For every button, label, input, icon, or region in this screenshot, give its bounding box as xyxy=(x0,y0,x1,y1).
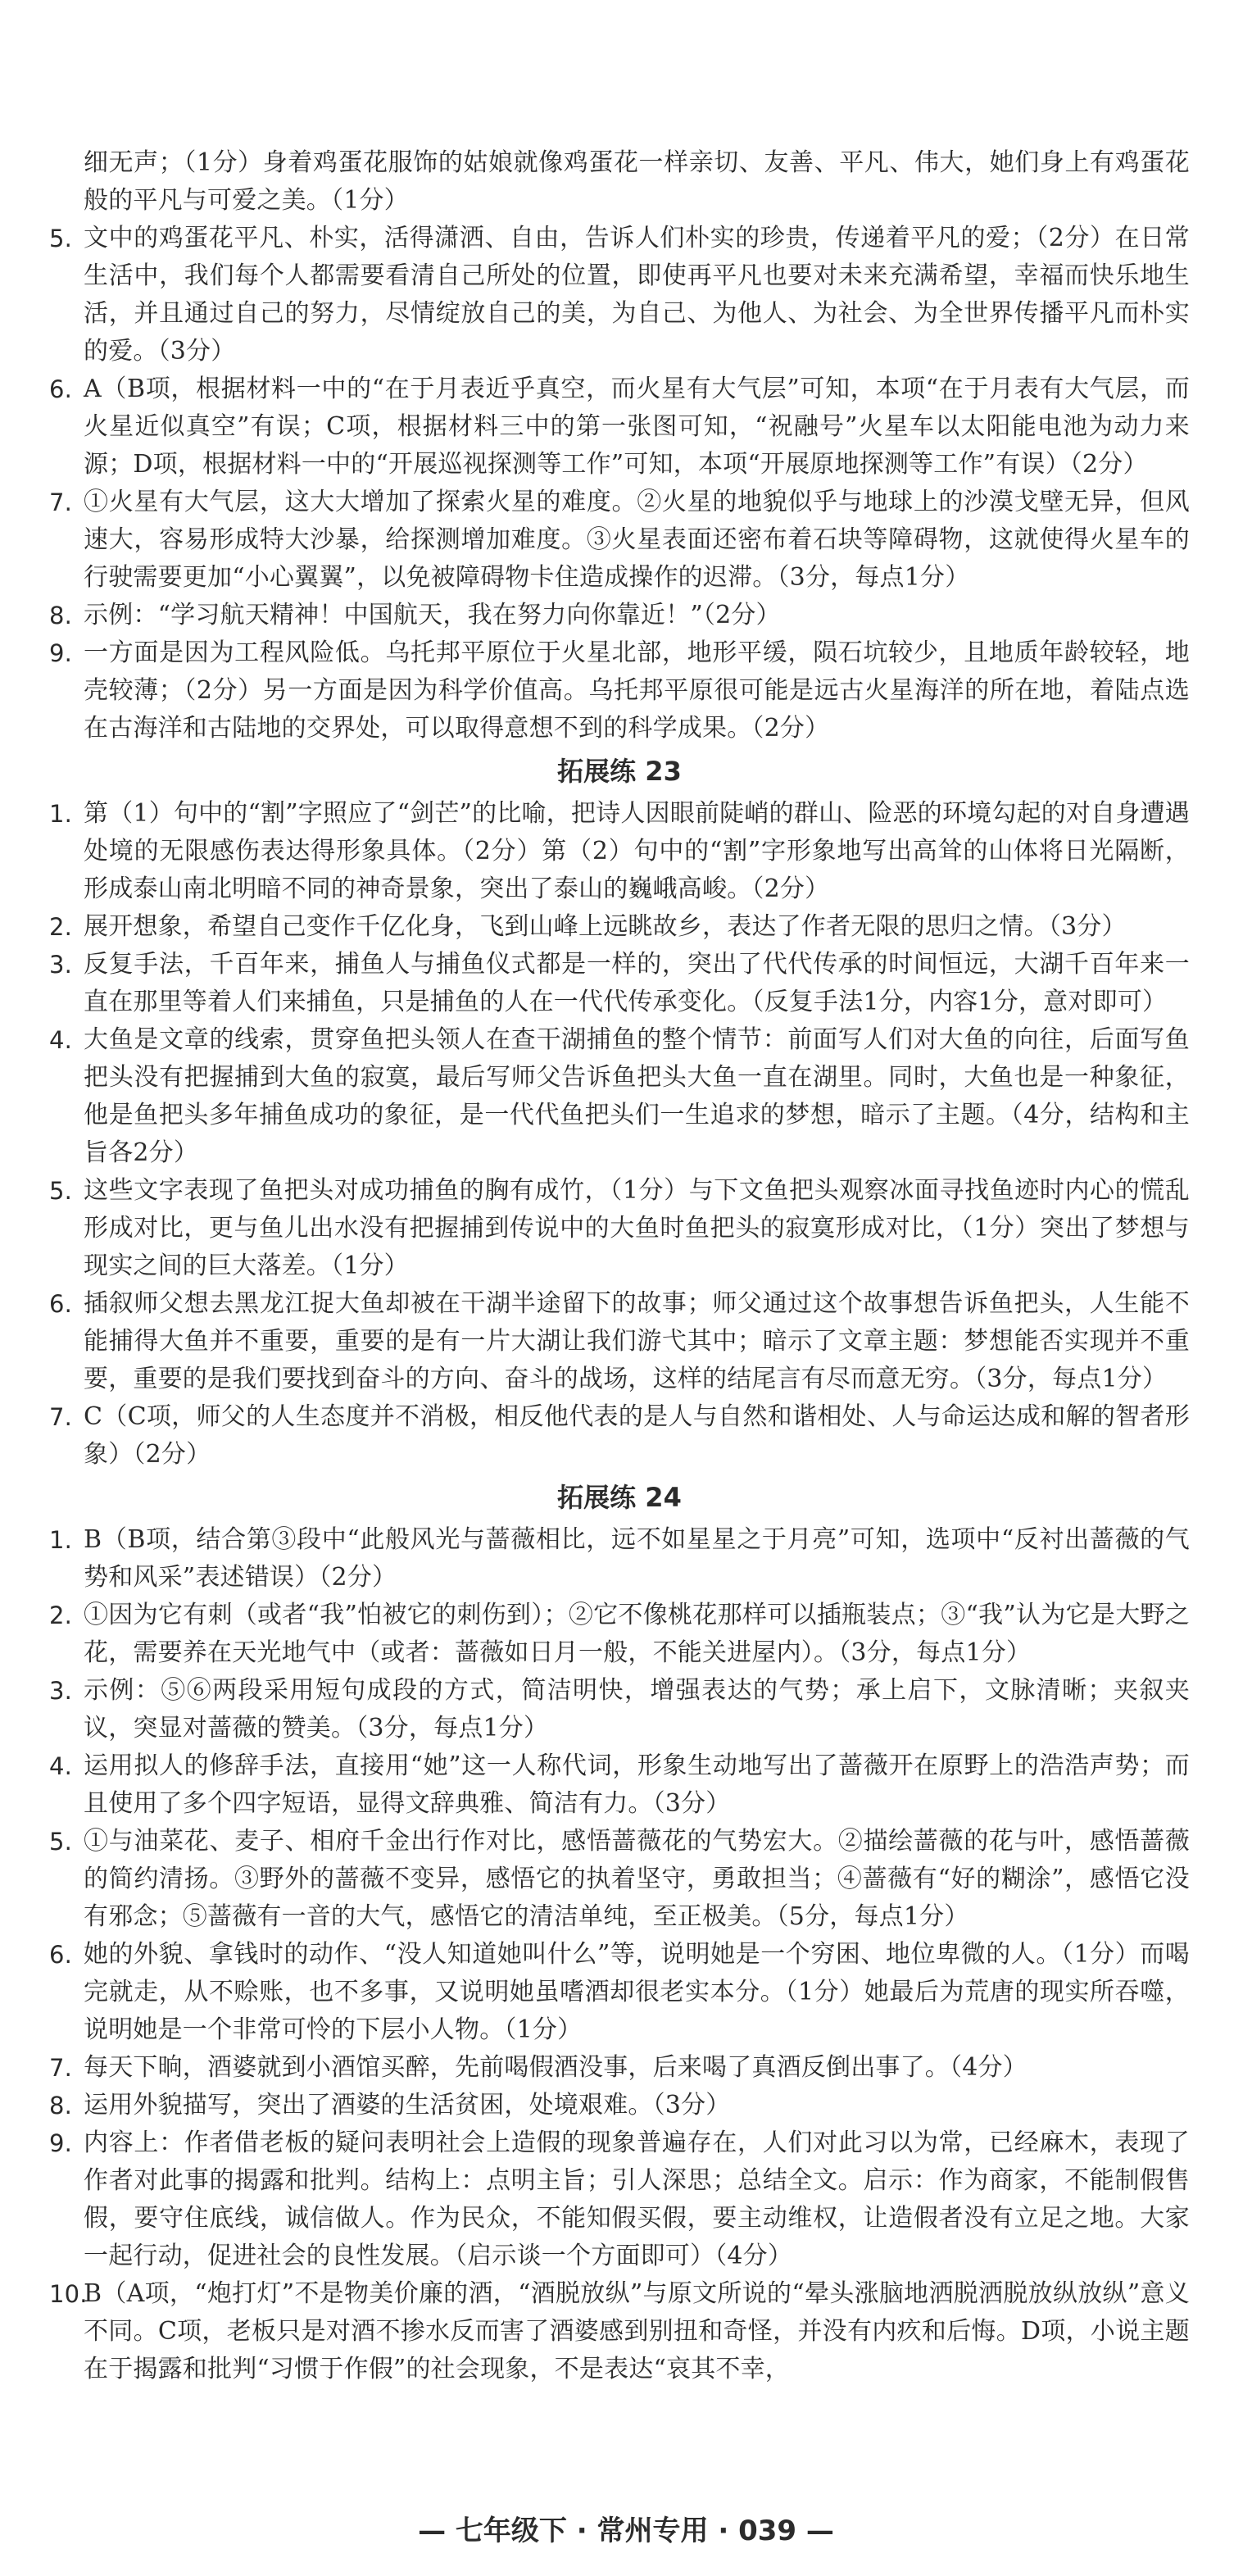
item-number: 7. xyxy=(49,488,73,516)
answer-item xyxy=(49,1936,1190,2049)
answer-item xyxy=(49,1823,1190,1936)
item-text: 内容上：作者借老板的疑问表明社会上造假的现象普遍存在，人们对此习以为常，已经麻木，表现了作者对此事的揭露和批判。结构上：点明主旨；引人深思；总结全文。启示：作为商家，不能制假售假，要守住底线，诚信做人。作为民众，不能知假买假，要主动维权，让造假者没有立足之地。大家一起行动，促进社会的良性发展。（启示谈一个方面即可）（4分） xyxy=(84,2128,1190,2270)
item-text: ①因为它有刺（或者“我”怕被它的刺伤到）；②它不像桃花那样可以插瓶装点；③“我”认为它是大野之花，需要养在天光地气中（或者：蔷薇如日月一般，不能关进屋内）。（3分，每点1分） xyxy=(84,1601,1190,1667)
item-text: 反复手法，千百年来，捕鱼人与捕鱼仪式都是一样的，突出了代代传承的时间恒远，大湖千百年来一直在那里等着人们来捕鱼，只是捕鱼的人在一代代传承变化。（反复手法1分，内容1分，意对即可） xyxy=(84,950,1190,1016)
item-text: 她的外貌、拿钱时的动作、“没人知道她叫什么”等，说明她是一个穷困、地位卑微的人。（1分）而喝完就走，从不赊账，也不多事，又说明她虽嗜酒却很老实本分。（1分）她最后为荒唐的现实所吞噬，说明她是一个非常可怜的下层小人物。（1分） xyxy=(84,1940,1190,2044)
answer-item xyxy=(49,2087,1190,2124)
answer-item xyxy=(49,2049,1190,2087)
answer-item xyxy=(49,2275,1190,2388)
item-text: 展开想象，希望自己变作千亿化身，飞到山峰上远眺故乡，表达了作者无限的思归之情。（3分） xyxy=(84,912,1127,941)
page-content xyxy=(49,144,1190,2388)
item-number: 4. xyxy=(49,1026,73,1054)
item-number: 5. xyxy=(49,1828,73,1856)
item-number: 4. xyxy=(49,1752,73,1780)
answer-item xyxy=(49,795,1190,908)
item-text: 运用拟人的修辞手法，直接用“她”这一人称代词，形象生动地写出了蔷薇开在原野上的浩浩声势；而且使用了多个四字短语，显得文辞典雅、简洁有力。（3分） xyxy=(84,1751,1190,1818)
item-text: C（C项，师父的人生态度并不消极，相反他代表的是人与自然和谐相处、人与命运达成和解的智者形象）（2分） xyxy=(84,1402,1190,1469)
item-number: 10. xyxy=(49,2280,88,2308)
item-number: 9. xyxy=(49,639,73,667)
item-text: 每天下晌，酒婆就到小酒馆买醉，先前喝假酒没事，后来喝了真酒反倒出事了。（4分） xyxy=(84,2053,1027,2082)
item-text: 运用外貌描写，突出了酒婆的生活贫困，处境艰难。（3分） xyxy=(84,2091,731,2119)
answer-item xyxy=(49,1597,1190,1672)
item-number: 3. xyxy=(49,1677,73,1705)
intro-paragraph: 细无声；（1分）身着鸡蛋花服饰的姑娘就像鸡蛋花一样亲切、友善、平凡、伟大，她们身上有鸡蛋花般的平凡与可爱之美。（1分） xyxy=(84,148,1190,215)
answer-item xyxy=(49,370,1190,484)
item-number: 9. xyxy=(49,2129,73,2157)
answer-item xyxy=(49,1747,1190,1823)
item-number: 7. xyxy=(49,2054,73,2082)
answer-item xyxy=(49,1021,1190,1172)
section-title-23: 拓展练 23 xyxy=(557,756,682,787)
item-text: 大鱼是文章的线索，贯穿鱼把头领人在查干湖捕鱼的整个情节：前面写人们对大鱼的向往，后面写鱼把头没有把握捕到大鱼的寂寞，最后写师父告诉鱼把头大鱼一直在湖里。同时，大鱼也是一种象征，他是鱼把头多年捕鱼成功的象征，是一代代鱼把头们一生追求的梦想，暗示了主题。（4分，结构和主旨各2分） xyxy=(84,1025,1190,1167)
item-number: 7. xyxy=(49,1403,73,1431)
item-text: B（A项，“炮打灯”不是物美价廉的酒，“酒脱放纵”与原文所说的“晕头涨脑地洒脱洒脱放纵放纵”意义不同。C项，老板只是对酒不掺水反而害了酒婆感到别扭和奇怪，并没有内疚和后悔。D项，小说主题在于揭露和批判“习惯于作假”的社会现象，不是表达“哀其不幸， xyxy=(84,2279,1190,2383)
item-text: 插叙师父想去黑龙江捉大鱼却被在干湖半途留下的故事；师父通过这个故事想告诉鱼把头，人生能不能捕得大鱼并不重要，重要的是有一片大湖让我们游弋其中；暗示了文章主题：梦想能否实现并不重要，重要的是我们要找到奋斗的方向、奋斗的战场，这样的结尾言有尽而意无穷。（3分，每点1分） xyxy=(84,1289,1190,1393)
item-text: ①与油菜花、麦子、相府千金出行作对比，感悟蔷薇花的气势宏大。②描绘蔷薇的花与叶，感悟蔷薇的简约清扬。③野外的蔷薇不变异，感悟它的执着坚守，勇敢担当；④蔷薇有“好的糊涂”，感悟它没有邪念；⑤蔷薇有一音的大气，感悟它的清洁单纯，至正极美。（5分，每点1分） xyxy=(84,1827,1190,1931)
answer-item xyxy=(49,220,1190,370)
page-footer: — 七年级下 · 常州专用 · 039 — xyxy=(418,2515,834,2547)
section-title-24: 拓展练 24 xyxy=(557,1482,682,1513)
item-text: 这些文字表现了鱼把头对成功捕鱼的胸有成竹，（1分）与下文鱼把头观察冰面寻找鱼迹时内心的慌乱形成对比，更与鱼儿出水没有把握捕到传说中的大鱼时鱼把头的寂寞形成对比，（1分）突出了梦想与现实之间的巨大落差。（1分） xyxy=(84,1176,1190,1280)
answer-item xyxy=(49,634,1190,747)
item-text: B（B项，结合第③段中“此般风光与蔷薇相比，远不如星星之于月亮”可知，选项中“反衬出蔷薇的气势和风采”表述错误）（2分） xyxy=(84,1525,1190,1592)
item-text: A（B项，根据材料一中的“在于月表近乎真空，而火星有大气层”可知，本项“在于月表有大气层，而火星近似真空”有误；C项，根据材料三中的第一张图可知，“祝融号”火星车以太阳能电池为动力来源；D项，根据材料一中的“开展巡视探测等工作”可知，本项“开展原地探测等工作”有误）（2分） xyxy=(84,375,1190,479)
item-number: 2. xyxy=(49,1601,73,1629)
item-text: 文中的鸡蛋花平凡、朴实，活得潇洒、自由，告诉人们朴实的珍贵，传递着平凡的爱；（2分）在日常生活中，我们每个人都需要看清自己所处的位置，即使再平凡也要对未来充满希望，幸福而快乐地生活，并且通过自己的努力，尽情绽放自己的美，为自己、为他人、为社会、为全世界传播平凡而朴实的爱。（3分） xyxy=(84,224,1190,366)
answer-item xyxy=(49,1672,1190,1747)
item-number: 1. xyxy=(49,1526,73,1554)
item-text: ①火星有大气层，这大大增加了探索火星的难度。②火星的地貌似乎与地球上的沙漠戈壁无异，但风速大，容易形成特大沙暴，给探测增加难度。③火星表面还密布着石块等障碍物，这就使得火星车的行驶需要更加“小心翼翼”，以免被障碍物卡住造成操作的迟滞。（3分，每点1分） xyxy=(84,488,1190,592)
item-number: 6. xyxy=(49,375,73,403)
answer-item xyxy=(49,2124,1190,2275)
item-number: 8. xyxy=(49,602,73,629)
answer-item xyxy=(49,597,1190,634)
item-text: 示例：“学习航天精神！中国航天，我在努力向你靠近！”（2分） xyxy=(84,601,781,629)
item-text: 一方面是因为工程风险低。乌托邦平原位于火星北部，地形平缓，陨石坑较少，且地质年龄较轻，地壳较薄；（2分）另一方面是因为科学价值高。乌托邦平原很可能是远古火星海洋的所在地，着陆点选在古海洋和古陆地的交界处，可以取得意想不到的科学成果。（2分） xyxy=(84,638,1190,743)
item-number: 3. xyxy=(49,951,73,979)
answer-item xyxy=(49,1521,1190,1597)
answer-item xyxy=(49,1172,1190,1285)
item-number: 8. xyxy=(49,2092,73,2119)
item-text: 示例：⑤⑥两段采用短句成段的方式，简洁明快，增强表达的气势；承上启下，文脉清晰；夹叙夹议，突显对蔷薇的赞美。（3分，每点1分） xyxy=(84,1676,1190,1742)
item-number: 6. xyxy=(49,1290,73,1318)
item-number: 1. xyxy=(49,800,73,828)
answer-item xyxy=(49,484,1190,597)
answer-item xyxy=(49,1285,1190,1398)
answer-item xyxy=(49,908,1190,946)
item-number: 5. xyxy=(49,1177,73,1205)
answer-item xyxy=(49,1398,1190,1474)
answer-item xyxy=(49,946,1190,1021)
item-number: 6. xyxy=(49,1941,73,1969)
item-text: 第（1）句中的“割”字照应了“剑芒”的比喻，把诗人因眼前陡峭的群山、险恶的环境勾起的对自身遭遇处境的无限感伤表达得形象具体。（2分）第（2）句中的“割”字形象地写出高耸的山体将日光隔断，形成泰山南北明暗不同的神奇景象，突出了泰山的巍峨高峻。（2分） xyxy=(84,799,1190,903)
item-number: 5. xyxy=(49,225,73,252)
item-number: 2. xyxy=(49,913,73,941)
